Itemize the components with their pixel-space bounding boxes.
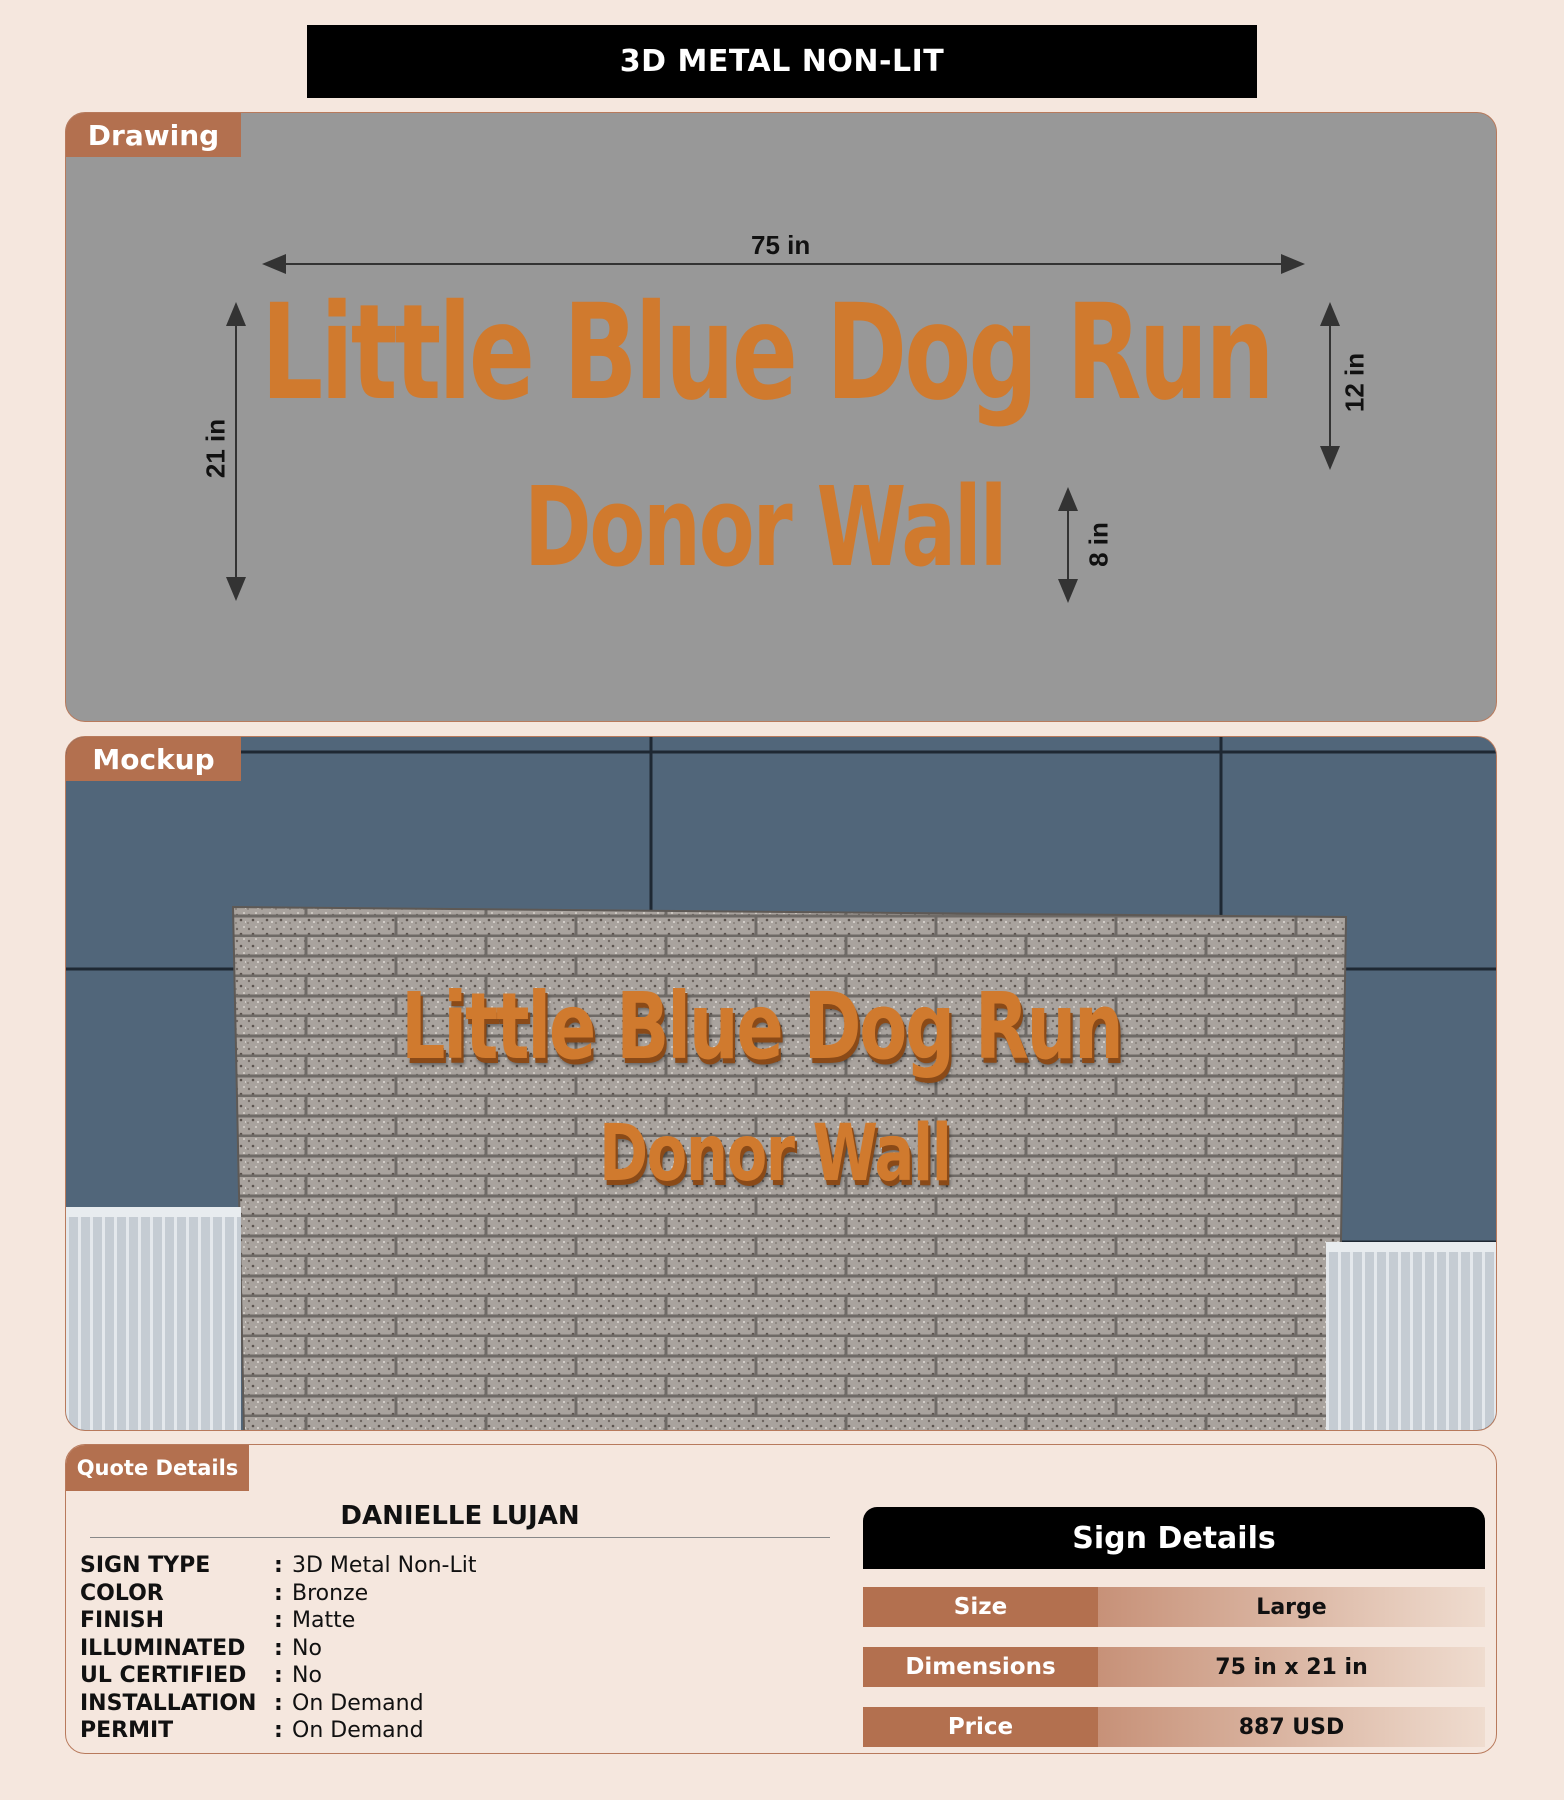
mockup-sign-line-2: Donor Wall	[599, 1109, 951, 1199]
spec-colon: :	[274, 1607, 283, 1633]
spec-colon: :	[274, 1690, 283, 1716]
spec-value: Bronze	[292, 1580, 369, 1606]
spec-value: Matte	[292, 1607, 356, 1633]
quote-panel	[65, 1444, 1497, 1754]
spec-value: On Demand	[292, 1717, 424, 1743]
spec-row-finish	[80, 1606, 355, 1634]
customer-name: DANIELLE LUJAN	[340, 1501, 580, 1531]
sign-detail-size	[863, 1587, 1485, 1627]
spec-key: SIGN TYPE	[80, 1552, 211, 1578]
spec-key: ILLUMINATED	[80, 1635, 246, 1661]
mockup-tag: Mockup	[66, 737, 241, 781]
detail-value: 887 USD	[1098, 1707, 1485, 1747]
spec-value: No	[292, 1635, 322, 1661]
customer-divider	[90, 1537, 830, 1538]
spec-colon: :	[274, 1635, 283, 1661]
mockup-scene	[66, 737, 1497, 1431]
line1-height-label: 12 in	[1339, 352, 1370, 413]
spec-key: FINISH	[80, 1607, 165, 1633]
mockup-sign-line-1: Little Blue Dog Run	[401, 973, 1122, 1080]
page-title: 3D METAL NON-LIT	[307, 25, 1257, 98]
spec-key: COLOR	[80, 1580, 164, 1606]
sign-detail-dimensions	[863, 1647, 1485, 1687]
spec-value: On Demand	[292, 1690, 424, 1716]
height-label: 21 in	[200, 418, 231, 479]
detail-value: 75 in x 21 in	[1098, 1647, 1485, 1687]
spec-colon: :	[274, 1717, 283, 1743]
detail-value: Large	[1098, 1587, 1485, 1627]
line2-height-label: 8 in	[1083, 522, 1114, 567]
spec-colon: :	[274, 1662, 283, 1688]
spec-row-installation	[80, 1689, 424, 1717]
spec-colon: :	[274, 1552, 283, 1578]
spec-colon: :	[274, 1580, 283, 1606]
spec-row-sign-type	[80, 1551, 476, 1579]
width-label: 75 in	[751, 230, 811, 260]
drawing-panel	[65, 112, 1497, 722]
spec-key: INSTALLATION	[80, 1690, 257, 1716]
sign-details-title: Sign Details	[863, 1507, 1485, 1569]
mockup-panel	[65, 736, 1497, 1431]
spec-row-color	[80, 1579, 368, 1607]
detail-key: Dimensions	[863, 1647, 1098, 1687]
detail-key: Price	[863, 1707, 1098, 1747]
sign-line-2: Donor Wall	[524, 463, 1006, 591]
spec-key: UL CERTIFIED	[80, 1662, 247, 1688]
spec-row-illuminated	[80, 1634, 322, 1662]
detail-key: Size	[863, 1587, 1098, 1627]
spec-value: 3D Metal Non-Lit	[292, 1552, 477, 1578]
sign-line-1: Little Blue Dog Run	[261, 276, 1272, 430]
spec-value: No	[292, 1662, 322, 1688]
quote-tag: Quote Details	[66, 1445, 249, 1491]
spec-key: PERMIT	[80, 1717, 174, 1743]
sign-detail-price	[863, 1707, 1485, 1747]
spec-row-ul-certified	[80, 1661, 322, 1689]
spec-row-permit	[80, 1716, 424, 1744]
drawing-tag: Drawing	[66, 113, 241, 157]
